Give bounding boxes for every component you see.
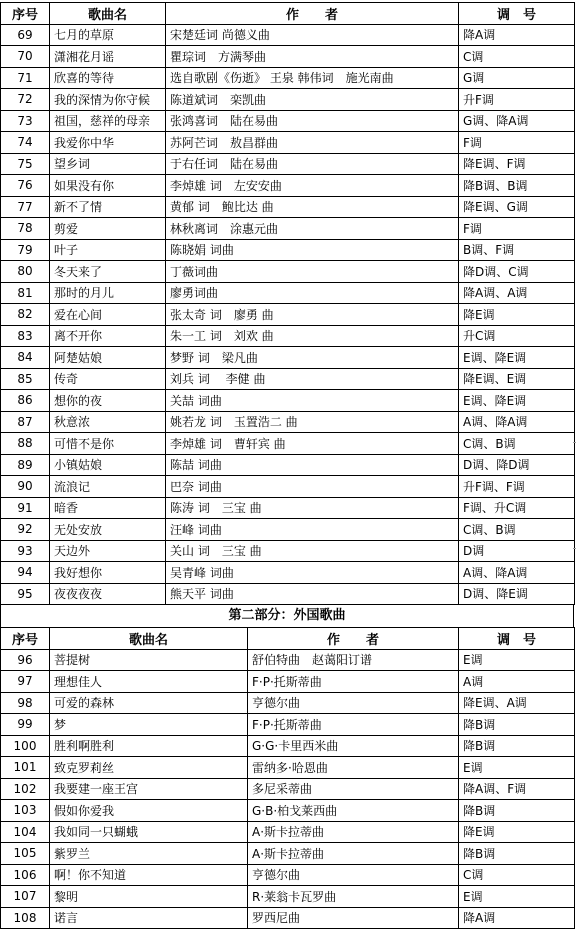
- song-key: 降E调: [459, 304, 575, 326]
- row-number: 106: [1, 864, 50, 886]
- song-author: 熊天平 词曲: [166, 583, 459, 605]
- song-title: 理想佳人: [50, 671, 248, 693]
- table-row: [1, 843, 575, 865]
- table-row: [1, 519, 575, 541]
- song-author: 刘兵 词 李健 曲: [166, 368, 459, 390]
- song-key: 降B调: [459, 735, 575, 757]
- row-number: 84: [1, 347, 50, 369]
- table-header-row: [1, 628, 575, 650]
- row-number: 95: [1, 583, 50, 605]
- row-number: 73: [1, 110, 50, 132]
- song-title: 我爱你中华: [50, 132, 166, 154]
- table-row: [1, 671, 575, 693]
- table-row: [1, 110, 575, 132]
- row-number: 97: [1, 671, 50, 693]
- song-key: C调、B调: [459, 519, 575, 541]
- header-song: 歌曲名: [50, 3, 166, 25]
- header-num: 序号: [1, 628, 50, 650]
- song-title: 假如你爱我: [50, 800, 248, 822]
- song-author: 关山 词 三宝 曲: [166, 540, 459, 562]
- song-title: 望乡词: [50, 153, 166, 175]
- song-author: 梦野 词 梁凡曲: [166, 347, 459, 369]
- table-row: [1, 24, 575, 46]
- row-number: 70: [1, 46, 50, 68]
- row-number: 83: [1, 325, 50, 347]
- song-author: 廖勇词曲: [166, 282, 459, 304]
- table-row: [1, 757, 575, 779]
- table-row: [1, 821, 575, 843]
- song-key: E调、降E调: [459, 390, 575, 412]
- header-key: 调 号: [459, 628, 575, 650]
- table-row: [1, 196, 575, 218]
- header-song: 歌曲名: [50, 628, 248, 650]
- song-key: 升F调、F调: [459, 476, 575, 498]
- song-key: E调: [459, 886, 575, 908]
- row-number: 96: [1, 649, 50, 671]
- song-author: 瞿琮词 方满琴曲: [166, 46, 459, 68]
- song-author: G·B·柏戈莱西曲: [248, 800, 459, 822]
- song-title: 可惜不是你: [50, 433, 166, 455]
- row-number: 86: [1, 390, 50, 412]
- song-author: 吴青峰 词曲: [166, 562, 459, 584]
- song-author: F·P·托斯蒂曲: [248, 714, 459, 736]
- table-row: [1, 89, 575, 111]
- song-author: 张太奇 词 廖勇 曲: [166, 304, 459, 326]
- row-number: 69: [1, 24, 50, 46]
- song-author: 选自歌剧《伤逝》 王泉 韩伟词 施光南曲: [166, 67, 459, 89]
- row-number: 72: [1, 89, 50, 111]
- chinese-songs-table: [0, 2, 575, 605]
- song-key: E调: [459, 757, 575, 779]
- song-author: 舒伯特曲 赵蔼阳订谱: [248, 649, 459, 671]
- song-key: 降E调: [459, 821, 575, 843]
- song-title: 暗香: [50, 497, 166, 519]
- song-title: 祖国，慈祥的母亲: [50, 110, 166, 132]
- table-row: [1, 562, 575, 584]
- table-row: [1, 411, 575, 433]
- header-num: 序号: [1, 3, 50, 25]
- song-author: 多尼采蒂曲: [248, 778, 459, 800]
- row-number: 71: [1, 67, 50, 89]
- song-key: F调: [459, 218, 575, 240]
- song-key: A调、降A调: [459, 411, 575, 433]
- song-author: 朱一工 词 刘欢 曲: [166, 325, 459, 347]
- song-title: 无处安放: [50, 519, 166, 541]
- table-row: [1, 132, 575, 154]
- song-title: 诺言: [50, 907, 248, 929]
- song-author: 陈晓娟 词曲: [166, 239, 459, 261]
- row-number: 82: [1, 304, 50, 326]
- song-author: 陈道斌词 栾凯曲: [166, 89, 459, 111]
- song-author: F·P·托斯蒂曲: [248, 671, 459, 693]
- table-row: [1, 692, 575, 714]
- song-key: F调、升C调: [459, 497, 575, 519]
- song-author: 亨德尔曲: [248, 692, 459, 714]
- song-author: 苏阿芒词 敖昌群曲: [166, 132, 459, 154]
- song-title: 爱在心间: [50, 304, 166, 326]
- row-number: 102: [1, 778, 50, 800]
- song-title: 可爱的森林: [50, 692, 248, 714]
- song-key: D调、降D调: [459, 454, 575, 476]
- table-row: [1, 368, 575, 390]
- song-key: C调: [459, 864, 575, 886]
- song-title: 天边外: [50, 540, 166, 562]
- song-key: C调、B调: [459, 433, 575, 455]
- song-key: 降E调、F调: [459, 153, 575, 175]
- song-author: A·斯卡拉蒂曲: [248, 821, 459, 843]
- row-number: 91: [1, 497, 50, 519]
- row-number: 78: [1, 218, 50, 240]
- song-title: 潇湘花月谣: [50, 46, 166, 68]
- row-number: 92: [1, 519, 50, 541]
- song-title: 紫罗兰: [50, 843, 248, 865]
- song-key: 降E调、G调: [459, 196, 575, 218]
- row-number: 103: [1, 800, 50, 822]
- song-author: 丁薇词曲: [166, 261, 459, 283]
- foreign-songs-table: [0, 627, 575, 929]
- song-key: D调: [459, 540, 575, 562]
- table-row: [1, 540, 575, 562]
- song-title: 传奇: [50, 368, 166, 390]
- song-key: C调: [459, 46, 575, 68]
- row-number: 101: [1, 757, 50, 779]
- row-number: 81: [1, 282, 50, 304]
- row-number: 80: [1, 261, 50, 283]
- song-author: 李焯雄 词 曹轩宾 曲: [166, 433, 459, 455]
- song-key: G调: [459, 67, 575, 89]
- table-row: [1, 282, 575, 304]
- song-author: A·斯卡拉蒂曲: [248, 843, 459, 865]
- song-title: 七月的草原: [50, 24, 166, 46]
- row-number: 87: [1, 411, 50, 433]
- song-title: 小镇姑娘: [50, 454, 166, 476]
- song-title: 致克罗莉丝: [50, 757, 248, 779]
- row-number: 89: [1, 454, 50, 476]
- song-author: R·莱翁卡瓦罗曲: [248, 886, 459, 908]
- row-number: 108: [1, 907, 50, 929]
- song-author: 李焯雄 词 左安安曲: [166, 175, 459, 197]
- table-row: [1, 153, 575, 175]
- row-number: 107: [1, 886, 50, 908]
- song-key: 降A调、A调: [459, 282, 575, 304]
- song-title: 秋意浓: [50, 411, 166, 433]
- song-title: 我如同一只蝴蛾: [50, 821, 248, 843]
- song-author: 关喆 词曲: [166, 390, 459, 412]
- song-key: 降A调: [459, 907, 575, 929]
- song-title: 我好想你: [50, 562, 166, 584]
- song-author: 林秋离词 涂惠元曲: [166, 218, 459, 240]
- table-row: [1, 46, 575, 68]
- song-title: 欣喜的等待: [50, 67, 166, 89]
- table-row: [1, 864, 575, 886]
- row-number: 74: [1, 132, 50, 154]
- song-key: B调、F调: [459, 239, 575, 261]
- table-row: [1, 390, 575, 412]
- header-author: 作 者: [248, 628, 459, 650]
- row-number: 75: [1, 153, 50, 175]
- row-number: 76: [1, 175, 50, 197]
- row-number: 98: [1, 692, 50, 714]
- table-row: [1, 218, 575, 240]
- table-row: [1, 261, 575, 283]
- song-author: 巴奈 词曲: [166, 476, 459, 498]
- song-author: G·G·卡里西米曲: [248, 735, 459, 757]
- song-key: 降B调、B调: [459, 175, 575, 197]
- song-key: E调、降E调: [459, 347, 575, 369]
- song-key: F调: [459, 132, 575, 154]
- row-number: 94: [1, 562, 50, 584]
- song-title: 离不开你: [50, 325, 166, 347]
- song-key: A调: [459, 671, 575, 693]
- table-row: [1, 649, 575, 671]
- song-author: 姚若龙 词 玉置浩二 曲: [166, 411, 459, 433]
- table-row: [1, 800, 575, 822]
- row-number: 90: [1, 476, 50, 498]
- song-title: 叶子: [50, 239, 166, 261]
- table-row: [1, 304, 575, 326]
- song-title: 流浪记: [50, 476, 166, 498]
- song-key: 降E调、E调: [459, 368, 575, 390]
- table-row: [1, 239, 575, 261]
- table-row: [1, 476, 575, 498]
- table-row: [1, 778, 575, 800]
- table-row: [1, 454, 575, 476]
- song-author: 亨德尔曲: [248, 864, 459, 886]
- song-author: 陈涛 词 三宝 曲: [166, 497, 459, 519]
- song-title: 我的深情为你守候: [50, 89, 166, 111]
- song-author: 于右任词 陆在易曲: [166, 153, 459, 175]
- song-key: A调、降A调: [459, 562, 575, 584]
- song-key: 降A调: [459, 24, 575, 46]
- song-title: 啊！你不知道: [50, 864, 248, 886]
- song-title: 胜利啊胜利: [50, 735, 248, 757]
- song-title: 新不了情: [50, 196, 166, 218]
- row-number: 104: [1, 821, 50, 843]
- row-number: 93: [1, 540, 50, 562]
- song-key: 升C调: [459, 325, 575, 347]
- row-number: 105: [1, 843, 50, 865]
- row-number: 88: [1, 433, 50, 455]
- header-author: 作 者: [166, 3, 459, 25]
- song-author: 张鸿喜词 陆在易曲: [166, 110, 459, 132]
- table-row: [1, 886, 575, 908]
- song-key: G调、降A调: [459, 110, 575, 132]
- song-title: 想你的夜: [50, 390, 166, 412]
- row-number: 79: [1, 239, 50, 261]
- table-row: [1, 735, 575, 757]
- song-author: 雷纳多·哈恩曲: [248, 757, 459, 779]
- song-key: 降A调、F调: [459, 778, 575, 800]
- song-title: 黎明: [50, 886, 248, 908]
- row-number: 77: [1, 196, 50, 218]
- song-title: 我要建一座王宫: [50, 778, 248, 800]
- header-key: 调 号: [459, 3, 575, 25]
- song-title: 梦: [50, 714, 248, 736]
- song-author: 罗西尼曲: [248, 907, 459, 929]
- row-number: 100: [1, 735, 50, 757]
- song-author: 宋楚廷词 尚德义曲: [166, 24, 459, 46]
- song-title: 菩提树: [50, 649, 248, 671]
- table-header-row: [1, 3, 575, 25]
- table-row: [1, 907, 575, 929]
- table-row: [1, 497, 575, 519]
- table-row: [1, 325, 575, 347]
- song-key: E调: [459, 649, 575, 671]
- song-title: 如果没有你: [50, 175, 166, 197]
- song-author: 陈喆 词曲: [166, 454, 459, 476]
- song-key: 降B调: [459, 714, 575, 736]
- table-row: [1, 175, 575, 197]
- song-key: 降E调、A调: [459, 692, 575, 714]
- table-row: [1, 67, 575, 89]
- song-title: 那时的月儿: [50, 282, 166, 304]
- song-author: 汪峰 词曲: [166, 519, 459, 541]
- song-title: 冬天来了: [50, 261, 166, 283]
- song-title: 阿楚姑娘: [50, 347, 166, 369]
- song-key: 降B调: [459, 800, 575, 822]
- table-row: [1, 433, 575, 455]
- song-key: 降D调、C调: [459, 261, 575, 283]
- song-key: 降B调: [459, 843, 575, 865]
- table-row: [1, 583, 575, 605]
- song-key: D调、降E调: [459, 583, 575, 605]
- song-title: 夜夜夜夜: [50, 583, 166, 605]
- song-title: 剪爱: [50, 218, 166, 240]
- song-author: 黄郁 词 鲍比达 曲: [166, 196, 459, 218]
- table-row: [1, 714, 575, 736]
- row-number: 85: [1, 368, 50, 390]
- song-key: 升F调: [459, 89, 575, 111]
- row-number: 99: [1, 714, 50, 736]
- table-row: [1, 347, 575, 369]
- section-2-title: 第二部分：外国歌曲: [0, 604, 574, 627]
